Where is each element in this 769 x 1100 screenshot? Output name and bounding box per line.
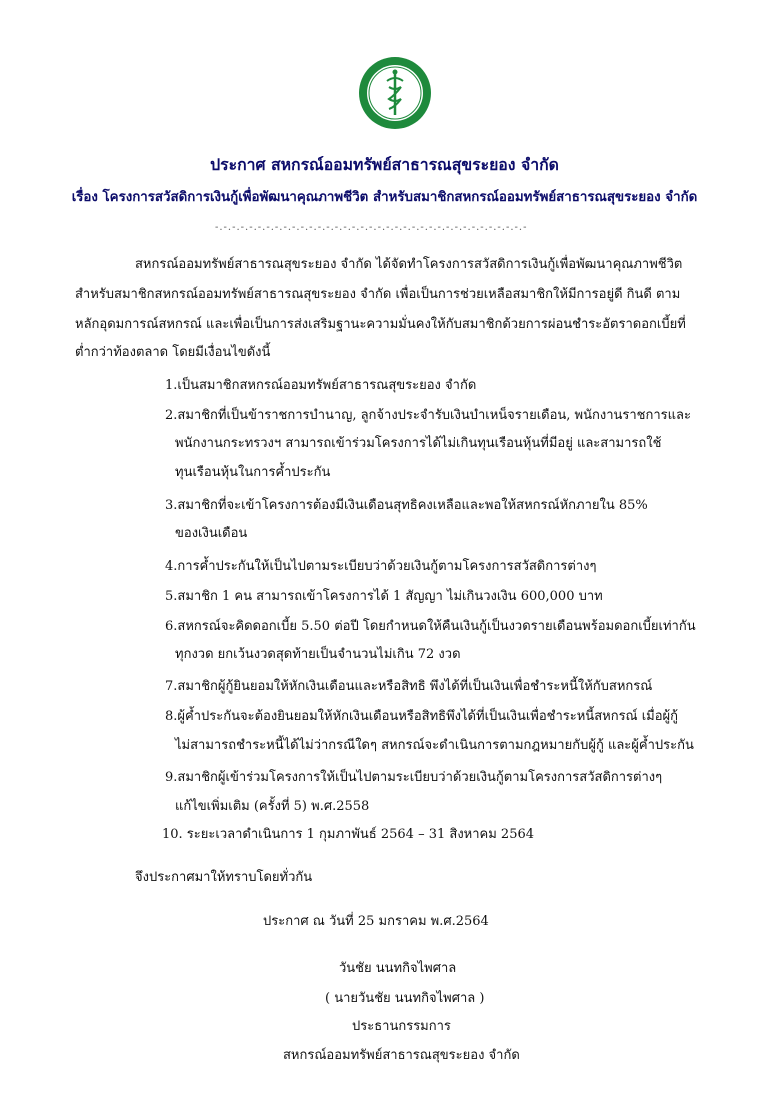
- list-item-9: 9.สมาชิกผู้เข้าร่วมโครงการให้เป็นไปตามระเบียบว่าด้วยเงินกู้ตามโครงการสวัสดิการต่างๆ: [165, 770, 663, 785]
- signature-name: วันชัย นนทกิจไพศาล: [339, 961, 457, 976]
- list-item-2: 2.สมาชิกที่เป็นข้าราชการบำนาญ, ลูกจ้างประจำรับเงินบำเหน็จรายเดือน, พนักงานราชการและ: [165, 408, 691, 423]
- closing-text: จึงประกาศมาให้ทราบโดยทั่วกัน: [135, 870, 313, 885]
- intro-line-2: สำหรับสมาชิกสหกรณ์ออมทรัพย์สาธารณสุขระยอง จำกัด เพื่อเป็นการช่วยเหลือสมาชิกให้มีการอยู่ดี กินดี ตาม: [75, 287, 681, 302]
- subject-line: เรื่อง โครงการสวัสดิการเงินกู้เพื่อพัฒนาคุณภาพชีวิต สำหรับสมาชิกสหกรณ์ออมทรัพย์สาธารณสุขระยอง จำกัด: [71, 189, 698, 205]
- intro-line-1: สหกรณ์ออมทรัพย์สาธารณสุขระยอง จำกัด ได้จัดทำโครงการสวัสดิการเงินกู้เพื่อพัฒนาคุณภาพชีวิต: [135, 257, 683, 272]
- intro-line-4: ต่ำกว่าท้องตลาด โดยมีเงื่อนไขดังนี้: [75, 345, 271, 360]
- announcement-date: ประกาศ ณ วันที่ 25 มกราคม พ.ศ.2564: [263, 914, 489, 929]
- list-item-3-cont: ของเงินเดือน: [175, 526, 248, 541]
- list-item-6: 6.สหกรณ์จะคิดดอกเบี้ย 5.50 ต่อปี โดยกำหนดให้คืนเงินกู้เป็นงวดรายเดือนพร้อมดอกเบี้ยเท่ากัน: [165, 619, 696, 634]
- list-item-2-cont: พนักงานกระทรวงฯ สามารถเข้าร่วมโครงการได้ไม่เกินทุนเรือนหุ้นที่มีอยู่ และสามารถใช้: [175, 436, 662, 451]
- cooperative-logo-icon: [357, 55, 433, 131]
- list-item-9-cont: แก้ไขเพิ่มเติม (ครั้งที่ 5) พ.ศ.2558: [175, 799, 370, 814]
- list-item-6-cont: ทุกงวด ยกเว้นงวดสุดท้ายเป็นจำนวนไม่เกิน 72 งวด: [175, 647, 461, 662]
- intro-line-3: หลักอุดมการณ์สหกรณ์ และเพื่อเป็นการส่งเสริมฐานะความมั่นคงให้กับสมาชิกด้วยการผ่อนชำระอัตราดอกเบี้ยที่: [75, 317, 686, 332]
- list-item-5: 5.สมาชิก 1 คน สามารถเข้าโครงการได้ 1 สัญญา ไม่เกินวงเงิน 600,000 บาท: [165, 589, 603, 604]
- list-item-8: 8.ผู้ค้ำประกันจะต้องยินยอมให้หักเงินเดือนหรือสิทธิพึงได้ที่เป็นเงินเพื่อชำระหนี้สหกรณ์ เมื่อผู้กู้: [165, 709, 679, 724]
- list-item-1: 1.เป็นสมาชิกสหกรณ์ออมทรัพย์สาธารณสุขระยอง จำกัด: [165, 378, 477, 393]
- list-item-10: 10. ระยะเวลาดำเนินการ 1 กุมภาพันธ์ 2564 – 31 สิงหาคม 2564: [162, 827, 535, 842]
- page-title: ประกาศ สหกรณ์ออมทรัพย์สาธารณสุขระยอง จำกัด: [210, 155, 559, 174]
- list-item-7: 7.สมาชิกผู้กู้ยินยอมให้หักเงินเดือนและหรือสิทธิ พึงได้ที่เป็นเงินเพื่อชำระหนี้ให้กับสหกรณ์: [165, 679, 653, 694]
- signature-organization: สหกรณ์ออมทรัพย์สาธารณสุขระยอง จำกัด: [283, 1048, 520, 1063]
- list-item-8-cont: ไม่สามารถชำระหนี้ได้ไม่ว่ากรณีใดๆ สหกรณ์จะดำเนินการตามกฎหมายกับผู้กู้ และผู้ค้ำประกัน: [175, 738, 694, 753]
- list-item-3: 3.สมาชิกที่จะเข้าโครงการต้องมีเงินเดือนสุทธิคงเหลือและพอให้สหกรณ์หักภายใน 85%: [165, 498, 648, 513]
- separator: -.-.-.-.-.-.-.-.-.-.-.-.-.-.-.-.-.-.-.-.-.-.-.-.-.-.-.-.-.-.-.-.-.-.-.-.-: [215, 222, 528, 233]
- signature-full-name: ( นายวันชัย นนทกิจไพศาล ): [325, 991, 485, 1006]
- list-item-2-cont: ทุนเรือนหุ้นในการค้ำประกัน: [175, 465, 331, 480]
- signature-position: ประธานกรรมการ: [352, 1019, 451, 1034]
- list-item-4: 4.การค้ำประกันให้เป็นไปตามระเบียบว่าด้วยเงินกู้ตามโครงการสวัสดิการต่างๆ: [165, 559, 597, 574]
